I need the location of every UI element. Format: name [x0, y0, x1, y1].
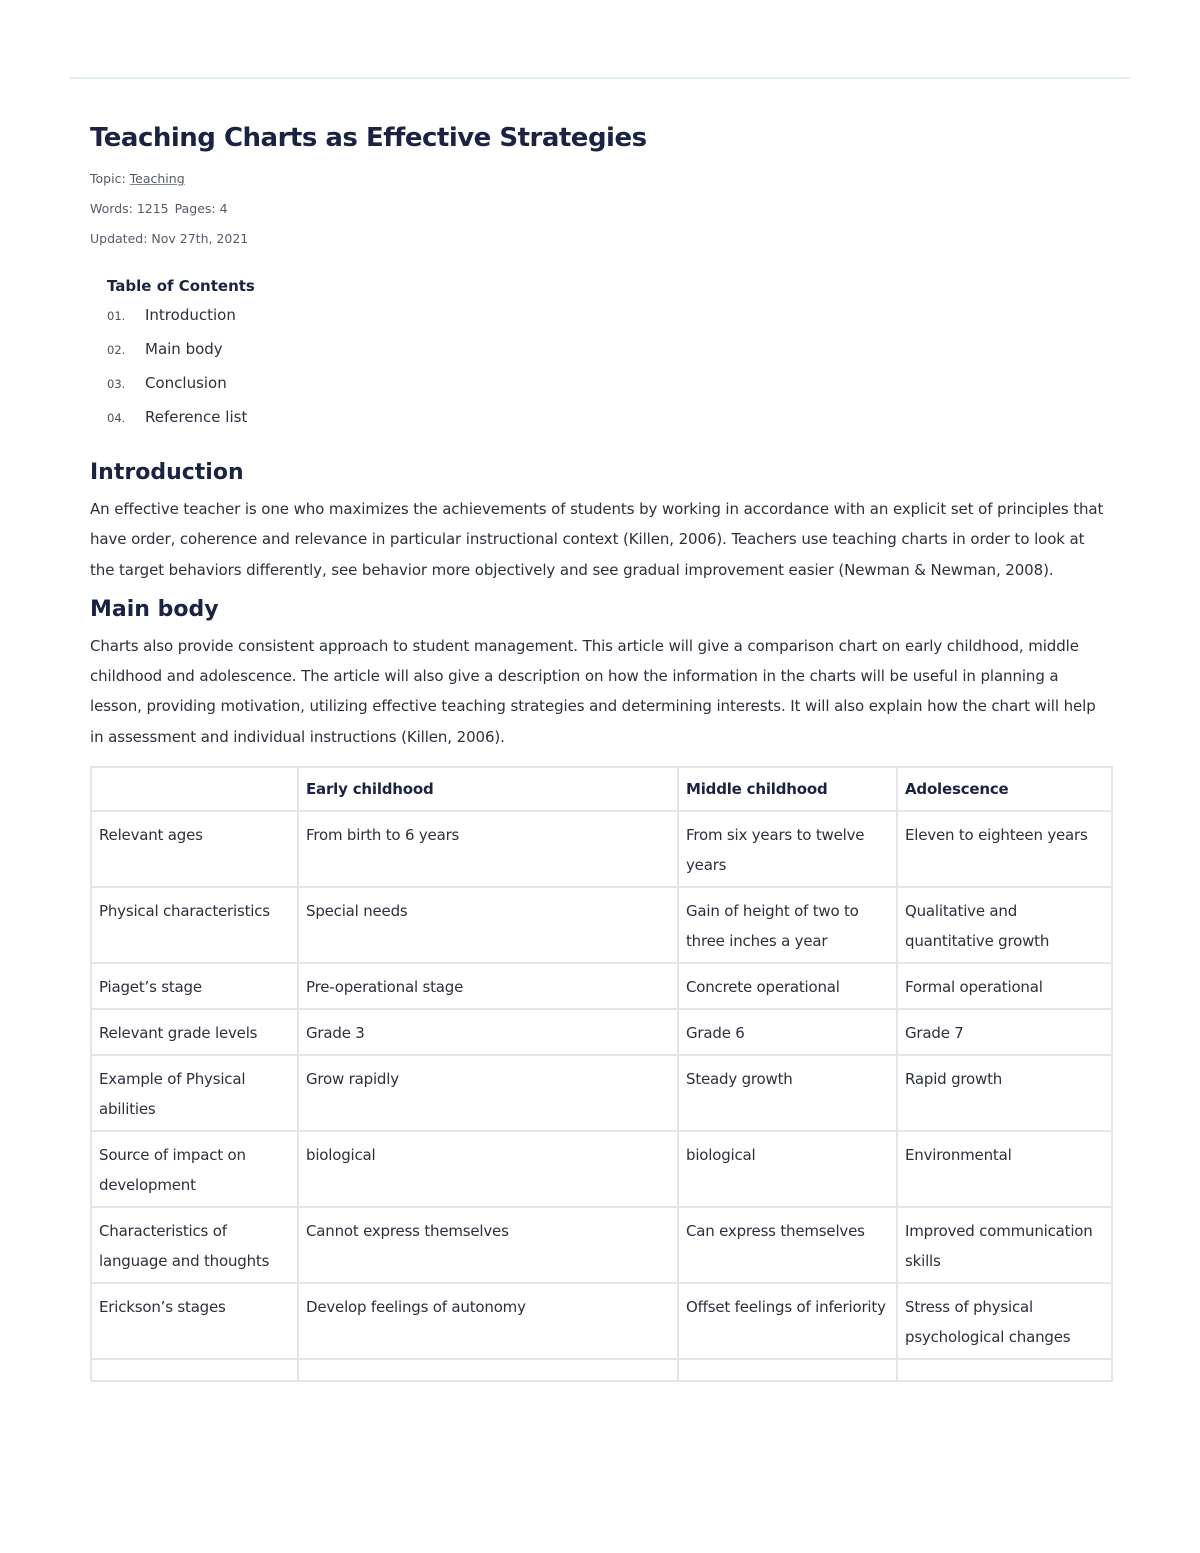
table-cell: Formal operational: [897, 963, 1112, 1009]
introduction-heading: Introduction: [90, 460, 244, 485]
page-count: Pages: 4: [174, 201, 228, 216]
table-row: [91, 1131, 1112, 1207]
table-cell: [298, 1359, 678, 1381]
table-cell: Environmental: [897, 1131, 1112, 1207]
table-row: [91, 1009, 1112, 1055]
toc-number: 03.: [107, 377, 126, 391]
table-cell: Source of impact on development: [91, 1131, 298, 1207]
table-header-cell: Adolescence: [897, 767, 1112, 811]
topic-link[interactable]: Teaching: [129, 171, 185, 186]
main-body-paragraph: Charts also provide consistent approach to student management. This article will give a comparison chart on early childhood, middle childhood and adolescence. The article will also give a description on how the information in the charts will be useful in planning a lesson, providing motivation, utilizing effective teaching strategies and determining interests. It will also explain how the chart will help in assessment and individual instructions (Killen, 2006).: [90, 636, 1096, 746]
table-cell: biological: [298, 1131, 678, 1207]
toc-number: 04.: [107, 411, 126, 425]
table-cell: Grade 6: [678, 1009, 897, 1055]
table-cell: Eleven to eighteen years: [897, 811, 1112, 887]
table-cell: Physical characteristics: [91, 887, 298, 963]
main-body-heading: Main body: [90, 596, 219, 622]
table-cell: Pre-operational stage: [298, 963, 678, 1009]
table-cell: Can express themselves: [678, 1207, 897, 1283]
page-title: Teaching Charts as Effective Strategies: [90, 123, 647, 153]
topic-line: [90, 170, 1111, 200]
toc-title: Table of Contents: [107, 277, 255, 295]
table-of-contents: [107, 272, 1111, 440]
table-cell: Gain of height of two to three inches a year: [678, 887, 897, 963]
table-row: [91, 1207, 1112, 1283]
table-cell: Offset feelings of inferiority: [678, 1283, 897, 1359]
table-cell: Erickson’s stages: [91, 1283, 298, 1359]
table-header-cell: Middle childhood: [678, 767, 897, 811]
table-row: [91, 1283, 1112, 1359]
main-body-section: [90, 595, 1111, 752]
table-cell: [678, 1359, 897, 1381]
table-cell: Concrete operational: [678, 963, 897, 1009]
toc-label: Introduction: [145, 306, 236, 324]
document-meta: [90, 170, 1111, 260]
table-cell: [897, 1359, 1112, 1381]
table-cell: Relevant ages: [91, 811, 298, 887]
table-cell: Relevant grade levels: [91, 1009, 298, 1055]
table-row: [91, 1055, 1112, 1131]
toc-label: Conclusion: [145, 374, 227, 392]
table-cell: Stress of physical psychological changes: [897, 1283, 1112, 1359]
table-cell: Grade 7: [897, 1009, 1112, 1055]
toc-item-reference-list[interactable]: [107, 406, 1111, 440]
table-row-continued: [91, 1359, 1112, 1381]
toc-item-introduction[interactable]: [107, 304, 1111, 338]
table-cell: Special needs: [298, 887, 678, 963]
toc-label: Main body: [145, 340, 223, 358]
toc-label: Reference list: [145, 408, 248, 426]
document: [90, 120, 1111, 1382]
table-cell: Cannot express themselves: [298, 1207, 678, 1283]
table-row: [91, 887, 1112, 963]
table-cell: Grow rapidly: [298, 1055, 678, 1131]
updated-line: Updated: Nov 27th, 2021: [90, 231, 249, 246]
introduction-paragraph: An effective teacher is one who maximizes the achievements of students by working in accordance with an explicit set of principles that have order, coherence and relevance in particular instructional context (Killen, 2006). Teachers use teaching charts in order to look at the target behaviors differently, see behavior more objectively and see gradual improvement easier (Newman & Newman, 2008).: [90, 500, 1104, 579]
toc-number: 01.: [107, 309, 126, 323]
table-cell: [91, 1359, 298, 1381]
table-cell: Rapid growth: [897, 1055, 1112, 1131]
table-cell: From birth to 6 years: [298, 811, 678, 887]
table-cell: Steady growth: [678, 1055, 897, 1131]
table-row: [91, 811, 1112, 887]
table-cell: Example of Physical abilities: [91, 1055, 298, 1131]
toc-item-conclusion[interactable]: [107, 372, 1111, 406]
top-divider: [70, 77, 1130, 79]
topic-label: Topic:: [90, 171, 126, 186]
word-count: Words: 1215: [90, 201, 169, 216]
table-row: [91, 963, 1112, 1009]
table-cell: Develop feelings of autonomy: [298, 1283, 678, 1359]
toc-number: 02.: [107, 343, 126, 357]
table-cell: biological: [678, 1131, 897, 1207]
table-cell: Improved communication skills: [897, 1207, 1112, 1283]
table-cell: Piaget’s stage: [91, 963, 298, 1009]
table-cell: Grade 3: [298, 1009, 678, 1055]
table-cell: From six years to twelve years: [678, 811, 897, 887]
toc-item-main-body[interactable]: [107, 338, 1111, 372]
counts-line: [90, 200, 1111, 230]
table-header-row: [91, 767, 1112, 811]
introduction-section: [90, 458, 1111, 585]
comparison-table: [90, 766, 1113, 1382]
table-cell: Characteristics of language and thoughts: [91, 1207, 298, 1283]
table-header-cell: Early childhood: [298, 767, 678, 811]
table-cell: Qualitative and quantitative growth: [897, 887, 1112, 963]
table-header-cell: [91, 767, 298, 811]
